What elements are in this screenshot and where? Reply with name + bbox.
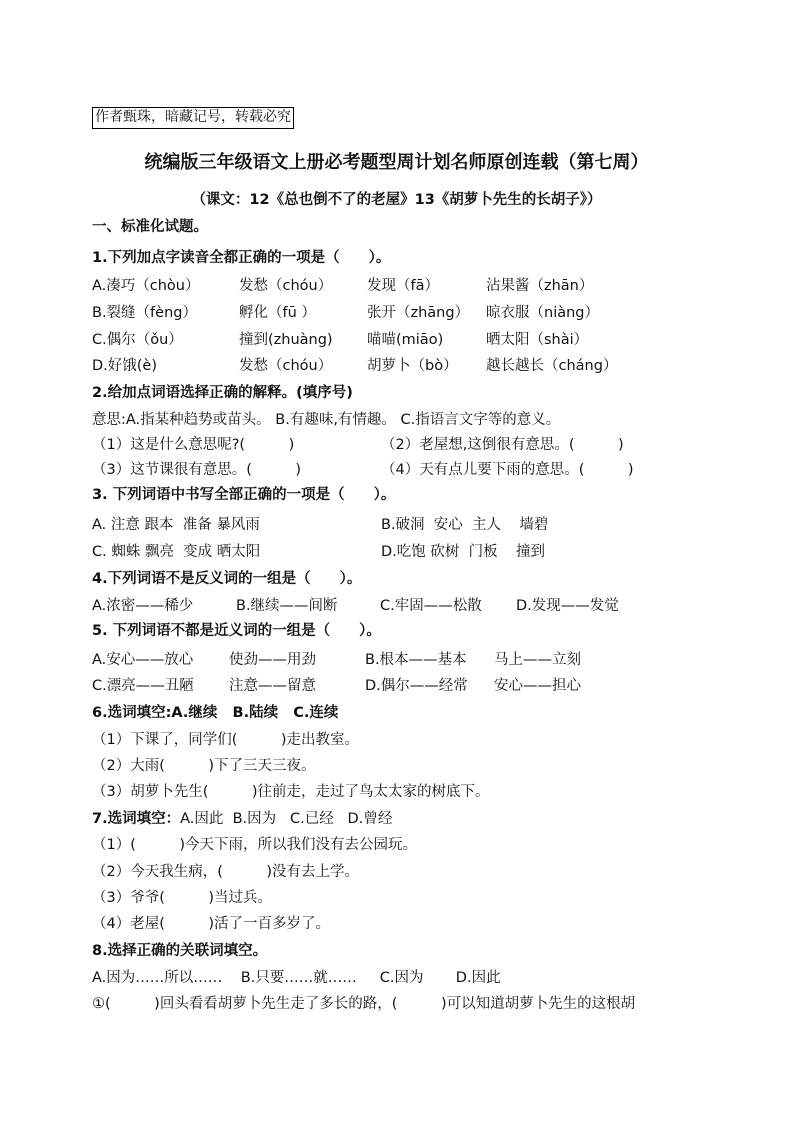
- q6-item: （2）大雨( )下了三天三夜。: [92, 758, 316, 774]
- q5-option: 使劲——用劲: [229, 652, 316, 668]
- q6-item: （3）胡萝卜先生( )往前走，走过了鸟太太家的树底下。: [92, 784, 490, 800]
- q1-option: 张开（zhāng）: [367, 305, 470, 321]
- q3-option: D.吃饱 砍树 门板 撞到: [381, 544, 546, 560]
- q1-option: D.好饿(è): [92, 358, 158, 374]
- q4-option: B.继续——间断: [236, 598, 338, 614]
- q1-option: 发现（fā）: [367, 278, 439, 294]
- q1-option: 发愁（chóu）: [239, 358, 333, 374]
- q5-option: 安心——担心: [494, 678, 581, 694]
- q2-definition: 意思:A.指某种趋势或苗头。 B.有趣味,有情趣。 C.指语言文字等的意义。: [92, 412, 561, 428]
- q1-option: 沾果酱（zhān）: [486, 278, 594, 294]
- page-title: 统编版三年级语文上册必考题型周计划名师原创连载（第七周）: [144, 152, 649, 173]
- q1-option: 越长越长（cháng）: [486, 358, 618, 374]
- q1-option: 胡萝卜（bò）: [367, 358, 458, 374]
- q4-option: A.浓密——稀少: [92, 598, 194, 614]
- q8-options: A.因为……所以…… B.只要……就…… C.因为 D.因此: [92, 970, 501, 986]
- q4-option: D.发现——发觉: [516, 598, 619, 614]
- question-3: 3. 下列词语中书写全部正确的一项是（ ）。: [92, 487, 396, 503]
- q2-item: （4）天有点儿要下雨的意思。( ): [381, 462, 634, 478]
- q3-option: B.破洞 安心 主人 墙碧: [381, 517, 549, 533]
- q1-option: 发愁（chóu）: [239, 278, 333, 294]
- q1-option: C.偶尔（ǒu）: [92, 332, 183, 348]
- q7-item: （1）( )今天下雨，所以我们没有去公园玩。: [92, 837, 418, 853]
- q1-option: A.凑巧（chòu）: [92, 278, 200, 294]
- q1-option: 晾衣服（niàng）: [486, 305, 599, 321]
- q1-option: B.裂缝（fèng）: [92, 305, 197, 321]
- q5-option: B.根本——基本: [365, 652, 467, 668]
- q7-item: （4）老屋( )活了一百多岁了。: [92, 916, 331, 932]
- question-4: 4.下列词语不是反义词的一组是（ ）。: [92, 571, 362, 587]
- q5-option: A.安心——放心: [92, 652, 194, 668]
- q7-label: 7.选词填空：: [92, 811, 181, 827]
- q7-item: （3）爷爷( )当过兵。: [92, 890, 273, 906]
- q7-options: A.因此 B.因为 C.已经 D.曾经: [180, 811, 393, 827]
- q1-option: 孵化（fū ）: [239, 305, 316, 321]
- q6-item: （1）下课了，同学们( )走出教室。: [92, 732, 360, 748]
- q2-item: （3）这节课很有意思。( ): [92, 462, 302, 478]
- question-5: 5. 下列词语不都是近义词的一组是（ ）。: [92, 623, 381, 639]
- q3-option: A. 注意 跟本 准备 暴风雨: [92, 517, 260, 533]
- q1-option: 撞到(zhuàng): [239, 332, 333, 348]
- question-8: 8.选择正确的关联词填空。: [92, 943, 268, 959]
- question-2: 2.给加点词语选择正确的解释。(填序号): [92, 385, 353, 401]
- q8-item: ①( )回头看看胡萝卜先生走了多长的路，( )可以知道胡萝卜先生的这根胡: [92, 996, 636, 1012]
- q2-item: （2）老屋想,这倒很有意思。( ): [381, 437, 624, 453]
- page-subtitle: （课文：12《总也倒不了的老屋》13《胡萝卜先生的长胡子》）: [191, 192, 602, 208]
- question-6: 6.选词填空:A.继续 B.陆续 C.连续: [92, 705, 339, 721]
- q2-item: （1）这是什么意思呢?( ): [92, 437, 295, 453]
- question-1: 1.下列加点字读音全都正确的一项是（ ）。: [92, 250, 391, 266]
- q5-option: C.漂亮——丑陋: [92, 678, 194, 694]
- q4-option: C.牢固——松散: [380, 598, 482, 614]
- q1-option: 晒太阳（shài）: [486, 332, 589, 348]
- copyright-notice: 作者甄珠，暗藏记号，转载必究: [92, 107, 294, 129]
- q1-option: 喵喵(miāo): [367, 332, 444, 348]
- q5-option: D.偶尔——经常: [365, 678, 468, 694]
- q7-item: （2）今天我生病，( )没有去上学。: [92, 864, 360, 880]
- question-7: [92, 809, 392, 829]
- q5-option: 马上——立刻: [494, 652, 581, 668]
- q5-option: 注意——留意: [229, 678, 316, 694]
- q3-option: C. 蜘蛛 飘亮 变成 晒太阳: [92, 544, 261, 560]
- section-heading: 一、标准化试题。: [92, 219, 208, 235]
